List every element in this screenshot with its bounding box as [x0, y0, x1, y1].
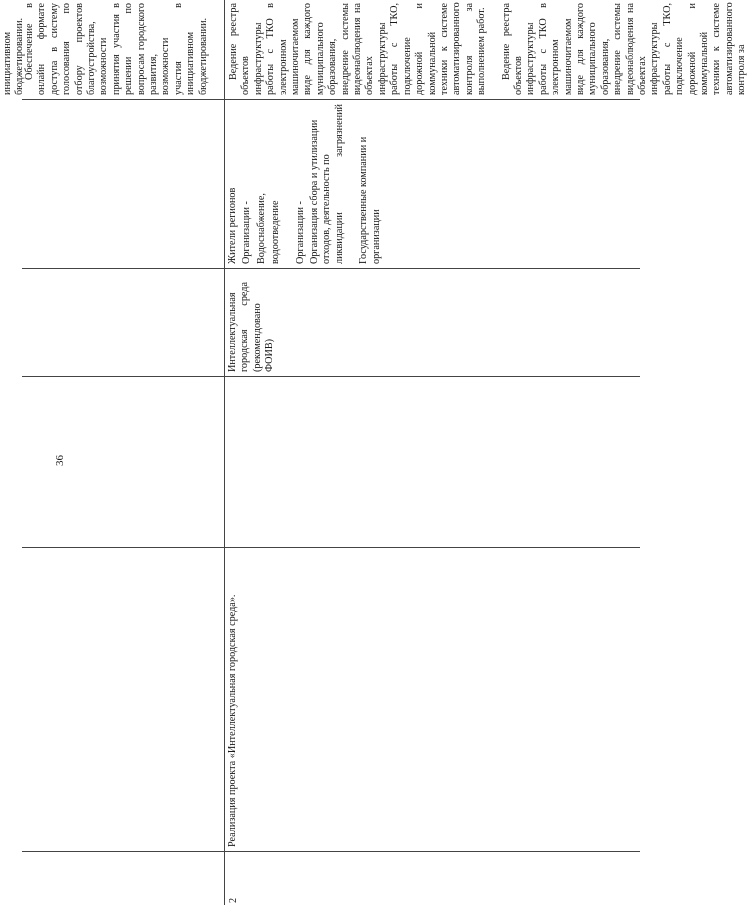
measure-text: Обеспечение в онлайн формате доступа в систему голосования по отбору проектов благоустройства, возможности принятия участия в решении по вопросам городского развития, возможности участия в инициативном бюджетировании. — [24, 3, 209, 95]
participant-item: Водоснабжение, — [255, 193, 267, 264]
measure-text: инициативном бюджетировании. — [2, 17, 26, 95]
participant-item: Организации - — [294, 201, 306, 264]
participant-item: Организации - — [241, 201, 253, 264]
participants-cell — [227, 104, 385, 264]
table-border — [22, 268, 640, 269]
table-border — [22, 851, 640, 852]
project-cell: Интеллектуальная городская среда (рекомендовано ФОИВ) — [227, 282, 276, 372]
row-number-cell: 2 — [228, 897, 239, 903]
measure-text: Ведение реестра объектов инфраструктуры работы с ТКО в электронном машиночитаемом виде для каждого муниципального образования, внедрение системы видеонаблюдения на объектах инфраструктуры работы с ТКО, подключение дорожной и коммунальной техники к системе автоматизированного контроля за выполнением работ. — [228, 2, 488, 95]
table-border — [22, 547, 640, 548]
table-border — [22, 99, 640, 100]
page-number: 36 — [54, 455, 66, 466]
table-border — [224, 0, 225, 905]
measures-cell — [24, 3, 222, 95]
activity-cell: Реализация проекта «Интеллектуальная городская среда». — [227, 594, 238, 847]
participant-item: Жители регионов — [227, 187, 238, 264]
participant-item: Организация сбора и утилизации отходов, деятельность по ликвидации загрязнений — [309, 104, 345, 264]
measures-cell-bottom — [228, 2, 748, 95]
participant-item: Государственные компании и организации — [358, 136, 382, 264]
measure-text: Ведение реестра объектов инфраструктуры работы с ТКО в электронном машиночитаемом виде для каждого муниципального образования, внедрение системы видеонаблюдения на объектах инфраструктуры работы с ТКО, подключение дорожной и коммунальной техники к системе автоматизированного контроля за — [500, 2, 748, 95]
participant-item: водоотведение — [270, 200, 282, 264]
table-border — [22, 376, 640, 377]
